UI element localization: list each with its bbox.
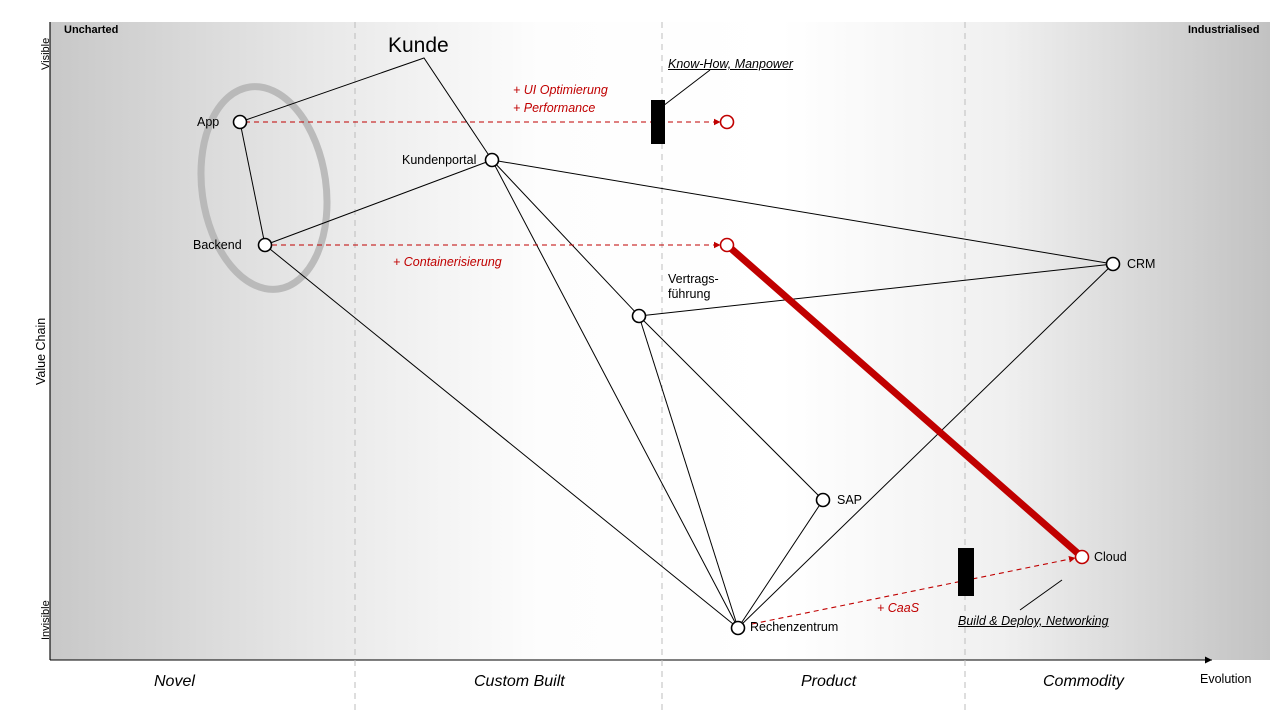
y-axis-invisible-label: Invisible — [40, 600, 52, 640]
node-app-target[interactable] — [721, 116, 734, 129]
node-cloud[interactable] — [1076, 551, 1089, 564]
node-kundenportal[interactable] — [486, 154, 499, 167]
annotation-containerisierung: + Containerisierung — [393, 255, 502, 269]
node-label-kundenportal: Kundenportal — [402, 153, 477, 167]
node-label-vertragsfuehrung-line1: Vertrags- — [668, 272, 719, 286]
annotation-ui-optimierung: + UI Optimierung — [513, 83, 608, 97]
node-crm[interactable] — [1107, 258, 1120, 271]
inertia-barrier-bottom — [958, 548, 974, 596]
x-axis-title: Evolution — [1200, 672, 1252, 686]
node-vertragsfuehrung[interactable] — [633, 310, 646, 323]
map-title: Kunde — [388, 34, 449, 57]
inertia-barrier-top — [651, 100, 665, 144]
node-label-sap: SAP — [837, 493, 863, 507]
uncharted-label: Uncharted — [64, 24, 119, 36]
node-backend[interactable] — [259, 239, 272, 252]
industrialised-label: Industrialised — [1188, 24, 1260, 36]
node-label-vertragsfuehrung-line2: führung — [668, 287, 711, 301]
stage-label-commodity: Commodity — [1043, 673, 1124, 690]
y-axis-visible-label: Visible — [40, 37, 52, 70]
annotation-build-deploy-networking: Build & Deploy, Networking — [958, 614, 1109, 628]
node-label-rechenzentrum: Rechenzentrum — [750, 620, 839, 634]
node-label-app: App — [197, 115, 220, 129]
node-rechenzentrum[interactable] — [732, 622, 745, 635]
node-app[interactable] — [234, 116, 247, 129]
annotation-caas: + CaaS — [877, 601, 920, 615]
node-backend-target[interactable] — [721, 239, 734, 252]
stage-label-custom-built: Custom Built — [474, 673, 565, 690]
y-axis-title: Value Chain — [34, 317, 48, 385]
annotation-performance: + Performance — [513, 101, 596, 115]
annotation-knowhow-manpower: Know-How, Manpower — [668, 57, 794, 71]
node-label-cloud: Cloud — [1094, 550, 1127, 564]
node-label-backend: Backend — [193, 238, 242, 252]
node-label-vertragsfuehrung — [668, 272, 719, 302]
node-sap[interactable] — [817, 494, 830, 507]
stage-label-product: Product — [801, 673, 857, 690]
stage-label-novel: Novel — [154, 673, 195, 690]
node-label-crm: CRM — [1127, 257, 1156, 271]
